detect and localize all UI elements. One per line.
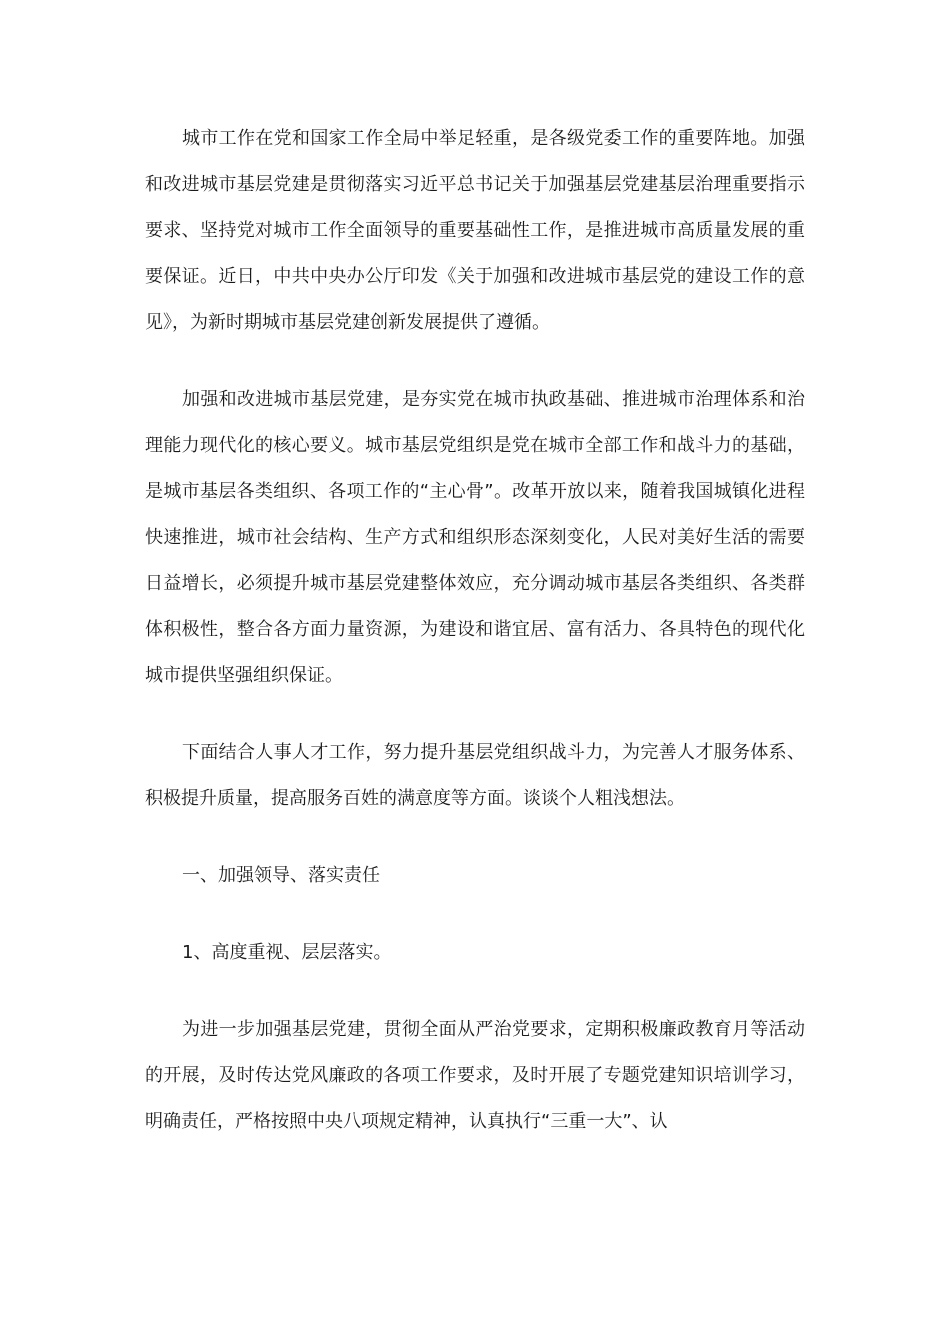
document-body bbox=[145, 116, 805, 1176]
paragraph-overview: 下面结合人事人才工作，努力提升基层党组织战斗力，为完善人才服务体系、积极提升质量，提高服务百姓的满意度等方面。谈谈个人粗浅想法。 bbox=[145, 742, 805, 809]
paragraph-intro: 城市工作在党和国家工作全局中举足轻重，是各级党委工作的重要阵地。加强和改进城市基层党建是贯彻落实习近平总书记关于加强基层党建基层治理重要指示要求、坚持党对城市工作全面领导的重要基础性工作，是推进城市高质量发展的重要保证。近日，中共中央办公厅印发《关于加强和改进城市基层党的建设工作的意见》，为新时期城市基层党建创新发展提供了遵循。 bbox=[145, 128, 805, 333]
subsection-heading: 1、高度重视、层层落实。 bbox=[182, 942, 392, 963]
section-heading: 一、加强领导、落实责任 bbox=[182, 865, 380, 886]
paragraph-implementation: 为进一步加强基层党建，贯彻全面从严治党要求，定期积极廉政教育月等活动的开展，及时传达党风廉政的各项工作要求，及时开展了专题党建知识培训学习，明确责任，严格按照中央八项规定精神，认真执行“三重一大”、认 bbox=[145, 1019, 805, 1132]
paragraph-significance: 加强和改进城市基层党建，是夯实党在城市执政基础、推进城市治理体系和治理能力现代化的核心要义。城市基层党组织是党在城市全部工作和战斗力的基础，是城市基层各类组织、各项工作的“主心骨”。改革开放以来，随着我国城镇化进程快速推进，城市社会结构、生产方式和组织形态深刻变化，人民对美好生活的需要日益增长，必须提升城市基层党建整体效应，充分调动城市基层各类组织、各类群体积极性，整合各方面力量资源，为建设和谐宜居、富有活力、各具特色的现代化城市提供坚强组织保证。 bbox=[145, 389, 805, 686]
